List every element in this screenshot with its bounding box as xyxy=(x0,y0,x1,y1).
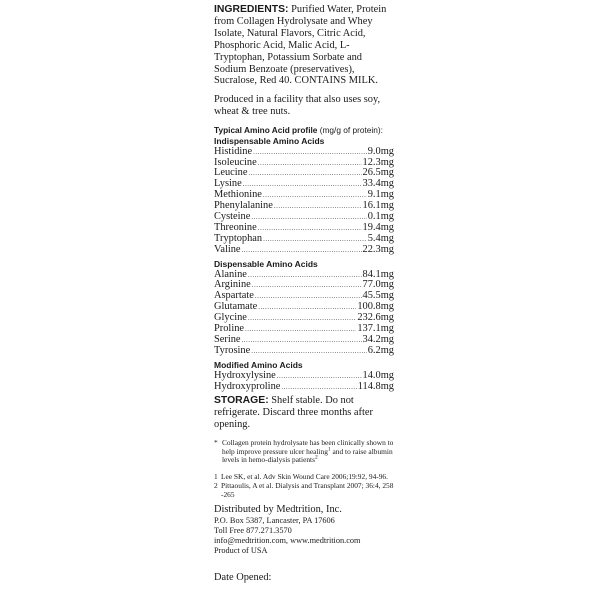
amino-value: 9.0mg xyxy=(367,145,394,157)
amino-name: Hydroxylysine xyxy=(214,369,276,381)
ingredients-text: Purified Water, Protein from Collagen Hydrolysate and Whey Isolate, Natural Flavors, Citric Acid, Phosphoric Acid, Malic Acid, L-Tryptophan, Potassium Sorbate and Sodium Benzoate (preservatives), Sucralose, Red 40. CONTAINS MILK. xyxy=(214,4,387,87)
date-opened-label: Date Opened: xyxy=(214,572,272,583)
footnote-sup-2: 2 xyxy=(314,454,318,461)
reference-text: Lee SK, et al. Adv Skin Wound Care 2006;19:92, 94-96. xyxy=(221,472,388,482)
section-title: Indispensable Amino Acids xyxy=(214,135,325,146)
amino-name: Serine xyxy=(214,333,241,345)
amino-value: 137.1mg xyxy=(357,323,394,335)
amino-name: Methionine xyxy=(214,189,262,201)
amino-profile-title: Typical Amino Acid profile xyxy=(214,125,318,136)
amino-row xyxy=(214,147,394,158)
amino-row xyxy=(214,382,394,393)
references xyxy=(214,473,394,499)
amino-value: 14.0mg xyxy=(362,369,394,381)
storage-paragraph xyxy=(214,395,394,431)
amino-name: Histidine xyxy=(214,145,253,157)
reference-text: Pittaoulis, A et al. Dialysis and Transplant 2007; 36:4, 258 -265 xyxy=(221,480,394,499)
amino-name: Phenylalanine xyxy=(214,200,273,212)
ingredients-heading: INGREDIENTS: xyxy=(214,4,289,15)
amino-value: 84.1mg xyxy=(362,268,394,280)
amino-value: 6.2mg xyxy=(367,344,394,356)
amino-value: 26.5mg xyxy=(362,167,394,179)
amino-row xyxy=(214,346,394,357)
amino-list xyxy=(214,147,394,256)
reference-item xyxy=(214,482,394,499)
collagen-footnote xyxy=(214,439,394,464)
amino-value: 12.3mg xyxy=(362,156,394,168)
distributor-block xyxy=(214,504,414,556)
amino-name: Cysteine xyxy=(214,211,251,222)
amino-name: Arginine xyxy=(214,279,251,291)
footnote-text-2: and to raise albumin levels in hemo-dialysis patients xyxy=(222,446,393,465)
amino-list xyxy=(214,270,394,357)
distributor-web: info@medtrition.com, www.medtrition.com xyxy=(214,536,361,545)
amino-name: Glycine xyxy=(214,312,247,324)
nutrition-label xyxy=(214,4,394,499)
amino-value: 33.4mg xyxy=(362,178,394,190)
amino-value: 0.1mg xyxy=(367,211,394,222)
amino-value: 22.3mg xyxy=(362,243,394,255)
footnote-sup-1: 1 xyxy=(327,446,331,453)
amino-name: Alanine xyxy=(214,268,247,280)
ingredients-paragraph xyxy=(214,4,394,87)
amino-value: 16.1mg xyxy=(362,200,394,212)
amino-name: Valine xyxy=(214,243,241,255)
section-title: Dispensable Amino Acids xyxy=(214,258,318,269)
amino-row xyxy=(214,371,394,382)
reference-number: 1 xyxy=(214,472,218,482)
footnote-marker: * xyxy=(214,438,218,448)
distributor-phone: Toll Free 877.271.3570 xyxy=(214,526,292,535)
amino-name: Isoleucine xyxy=(214,156,257,168)
amino-value: 77.0mg xyxy=(362,279,394,291)
reference-number: 2 xyxy=(214,480,218,490)
amino-profile-heading xyxy=(214,126,394,136)
amino-name: Lysine xyxy=(214,178,242,190)
amino-section-indispensable xyxy=(214,136,394,256)
amino-value: 34.2mg xyxy=(362,333,394,345)
section-title: Modified Amino Acids xyxy=(214,359,303,370)
amino-name: Glutamate xyxy=(214,301,258,313)
amino-row xyxy=(214,245,394,256)
amino-name: Leucine xyxy=(214,167,248,179)
amino-section-dispensable xyxy=(214,259,394,357)
amino-value: 19.4mg xyxy=(362,221,394,233)
amino-name: Hydroxyproline xyxy=(214,380,281,392)
amino-value: 100.8mg xyxy=(357,301,394,313)
amino-profile-unit: (mg/g of protein): xyxy=(319,125,383,136)
storage-text: Shelf stable. Do not refrigerate. Discard three months after opening. xyxy=(214,395,373,431)
amino-name: Tyrosine xyxy=(214,344,251,356)
amino-section-modified xyxy=(214,360,394,393)
facility-note: Produced in a facility that also uses soy, wheat & tree nuts. xyxy=(214,94,381,118)
amino-value: 114.8mg xyxy=(357,380,394,392)
amino-list xyxy=(214,371,394,393)
amino-value: 9.1mg xyxy=(367,189,394,201)
amino-name: Aspartate xyxy=(214,290,254,302)
distributor-origin: Product of USA xyxy=(214,546,268,555)
amino-value: 45.5mg xyxy=(362,290,394,302)
amino-value: 232.6mg xyxy=(357,312,394,324)
amino-value: 5.4mg xyxy=(367,232,394,244)
distributor-title: Distributed by Medtrition, Inc. xyxy=(214,504,342,515)
storage-heading: STORAGE: xyxy=(214,395,269,407)
distributor-address: P.O. Box 5387, Lancaster, PA 17606 xyxy=(214,516,335,525)
amino-name: Proline xyxy=(214,323,245,335)
amino-name: Tryptophan xyxy=(214,232,263,244)
amino-name: Threonine xyxy=(214,221,257,233)
footnote-text-1: Collagen protein hydrolysate has been clinically shown to help improve pressure ulcer healing xyxy=(222,438,394,456)
